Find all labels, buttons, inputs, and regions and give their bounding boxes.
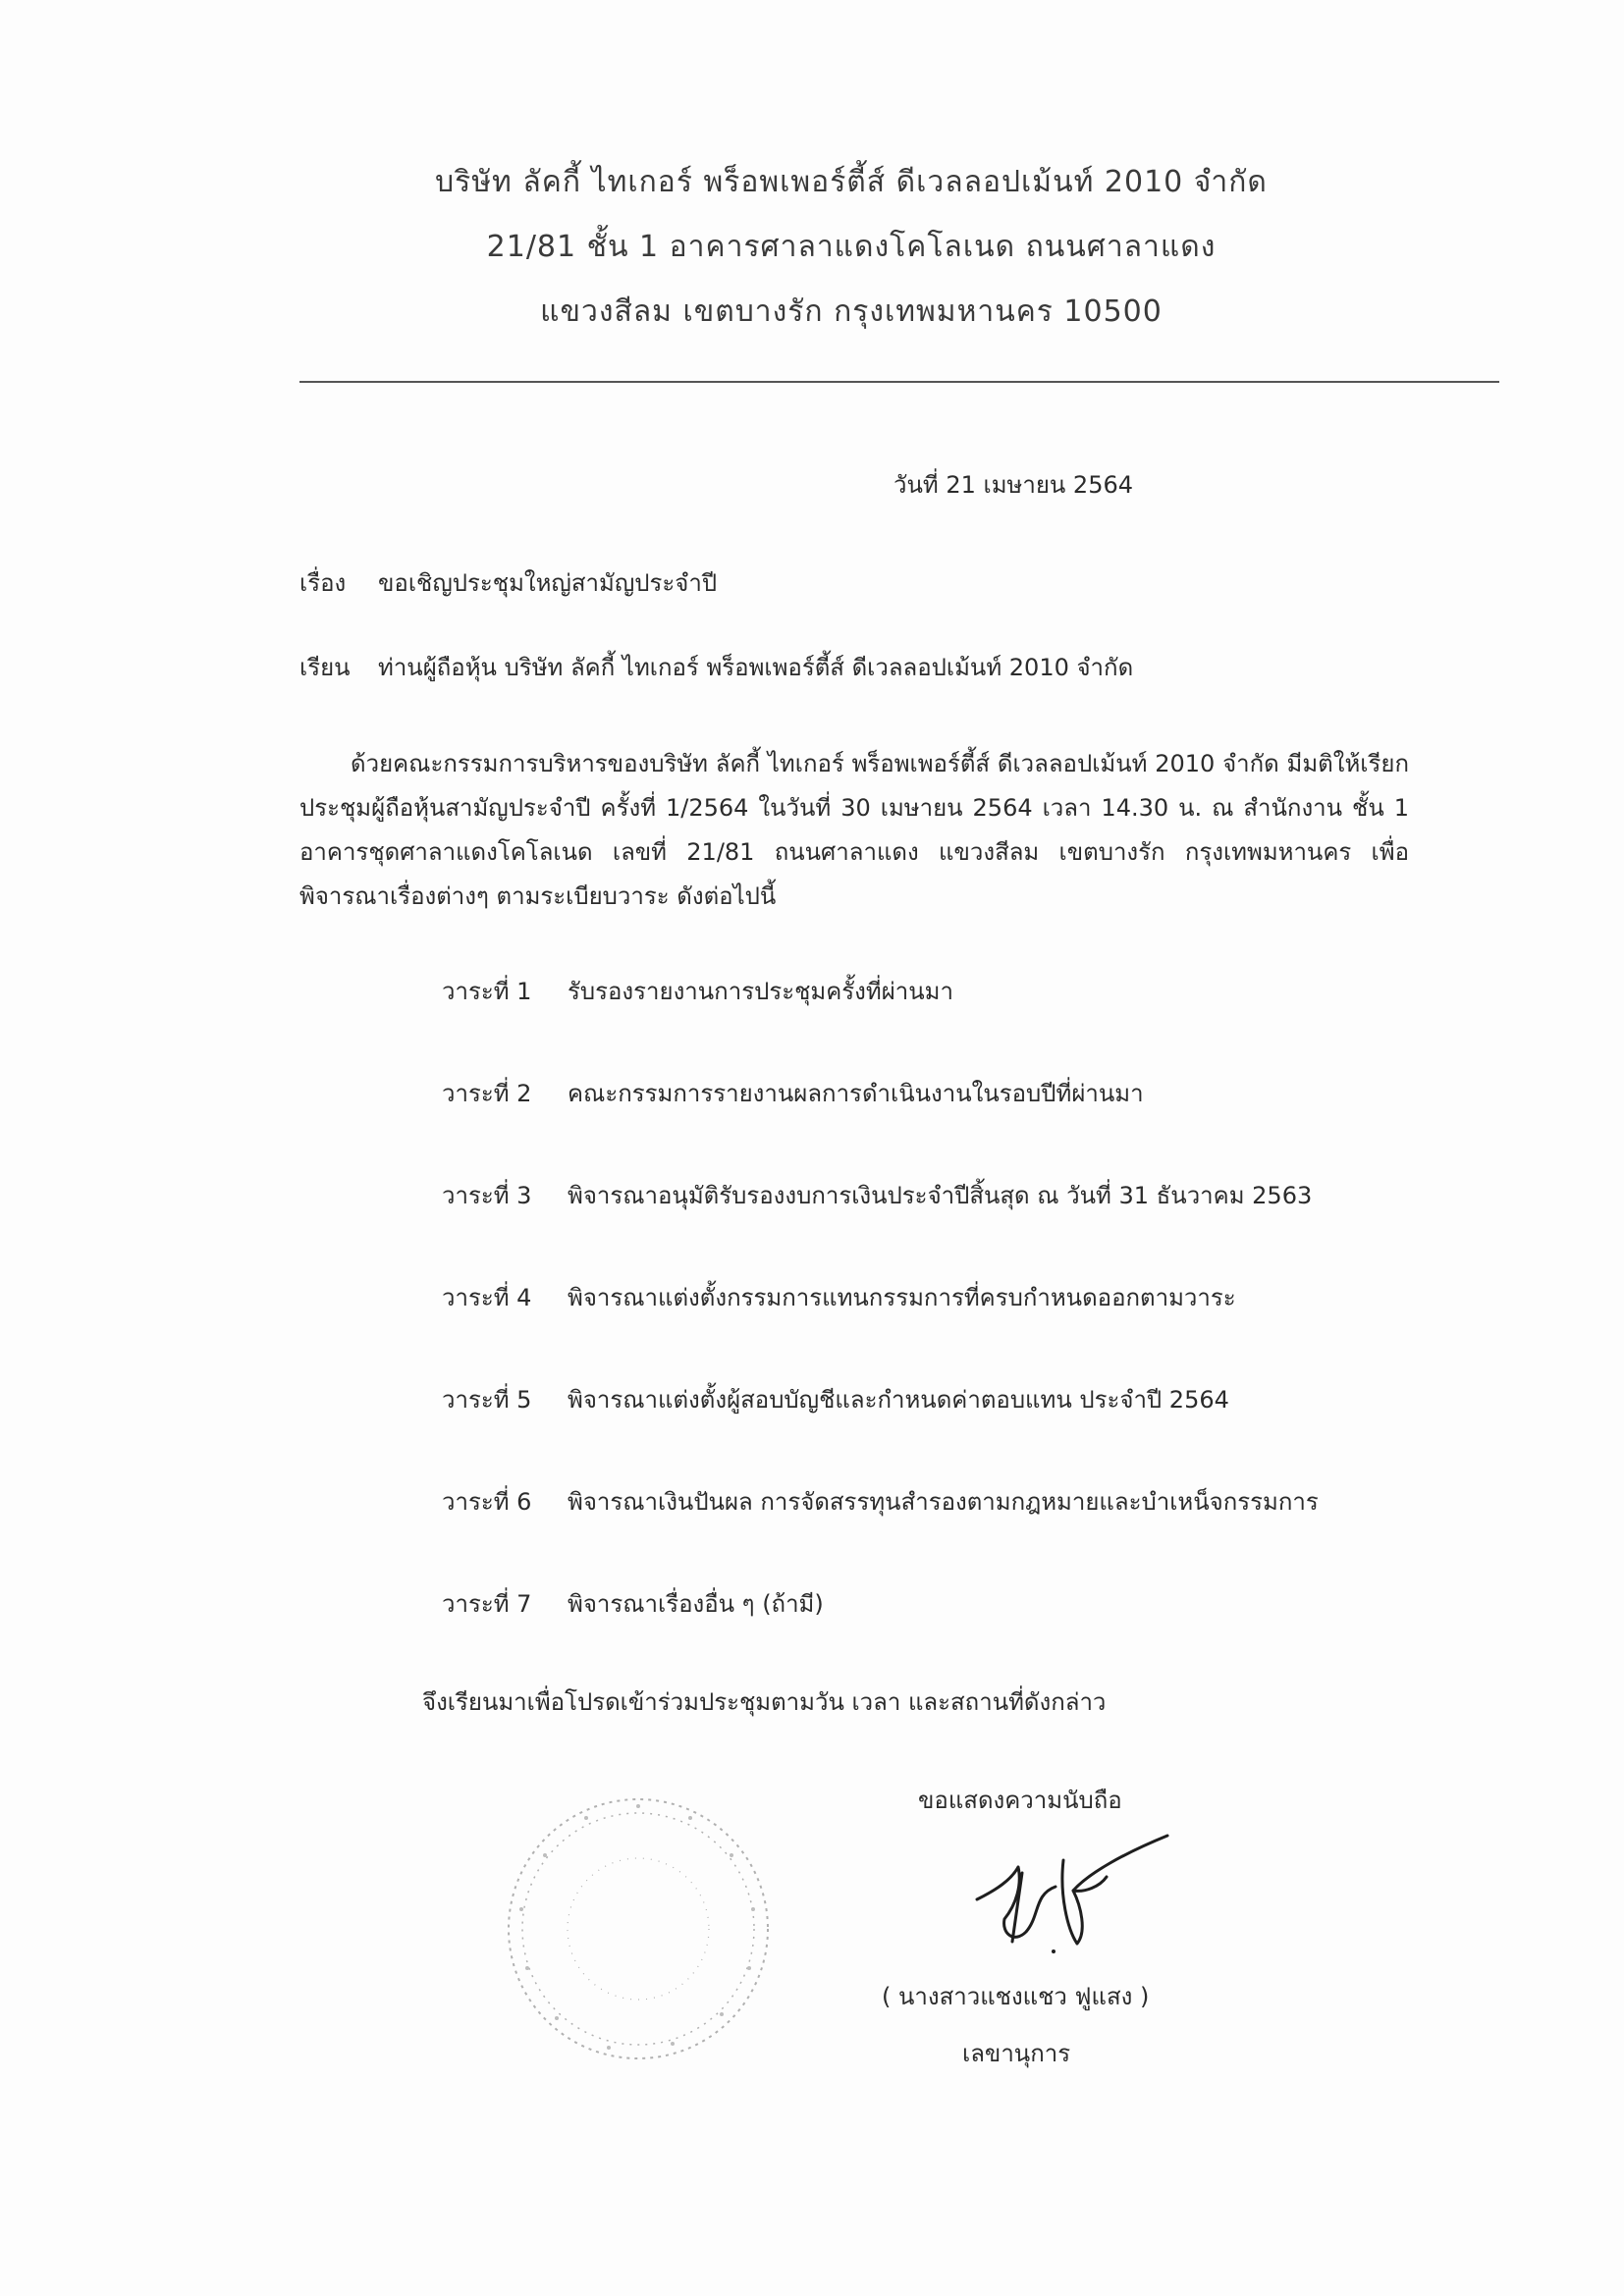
agenda-text: พิจารณาอนุมัติรับรองงบการเงินประจำปีสิ้นสุด ณ วันที่ 31 ธันวาคม 2563 [568,1182,1313,1209]
agenda-number: วาระที่ 1 [442,978,532,1005]
agenda-number: วาระที่ 7 [442,1590,532,1618]
agenda-number: วาระที่ 5 [442,1386,532,1414]
agenda-number: วาระที่ 3 [442,1182,532,1209]
signer-title: เลขานุการ [962,2040,1071,2067]
agenda-item [442,1278,1473,1380]
agenda-text: รับรองรายงานการประชุมครั้งที่ผ่านมา [568,978,953,1005]
agenda-item [442,1584,1473,1686]
company-seal-stamp [496,1787,781,2071]
subject-text: ขอเชิญประชุมใหญ่สามัญประจำปี [378,569,718,597]
agenda-text: พิจารณาแต่งตั้งกรรมการแทนกรรมการที่ครบกำหนดออกตามวาระ [568,1284,1236,1311]
letterhead-address-line2: แขวงสีลม เขตบางรัก กรุงเทพมหานคร 10500 [540,294,1163,329]
signer-name: ( นางสาวแชงแชว ฟูแสง ) [882,1983,1150,2010]
recipient-row [299,648,1133,686]
agenda-number: วาระที่ 4 [442,1284,532,1311]
letterhead-company: บริษัท ลัคกี้ ไทเกอร์ พร็อพเพอร์ตี้ส์ ดีเวลลอปเม้นท์ 2010 จำกัด [435,165,1268,199]
letter-date: วันที่ 21 เมษายน 2564 [893,471,1133,499]
handwritten-signature [957,1826,1173,1973]
agenda-list [442,972,1473,1686]
agenda-item [442,972,1473,1074]
subject-label: เรื่อง [299,569,347,597]
agenda-text: พิจารณาเงินปันผล การจัดสรรทุนสำรองตามกฎหมายและบำเหน็จกรรมการ [568,1488,1319,1516]
agenda-item [442,1482,1473,1584]
recipient-label: เรียน [299,654,351,681]
letterhead-address-line1: 21/81 ชั้น 1 อาคารศาลาแดงโคโลเนด ถนนศาลาแดง [486,230,1217,264]
agenda-item [442,1176,1473,1278]
agenda-number: วาระที่ 6 [442,1488,532,1516]
agenda-number: วาระที่ 2 [442,1080,532,1107]
agenda-text: คณะกรรมการรายงานผลการดำเนินงานในรอบปีที่ผ่านมา [568,1080,1144,1107]
letterhead-divider [299,381,1499,383]
subject-row [299,563,717,602]
closing-line: จึงเรียนมาเพื่อโปรดเข้าร่วมประชุมตามวัน เวลา และสถานที่ดังกล่าว [422,1688,1107,1716]
recipient-text: ท่านผู้ถือหุ้น บริษัท ลัคกี้ ไทเกอร์ พร็อพเพอร์ตี้ส์ ดีเวลลอปเม้นท์ 2010 จำกัด [378,654,1134,681]
regards-text: ขอแสดงความนับถือ [918,1787,1122,1814]
agenda-item [442,1380,1473,1482]
agenda-text: พิจารณาเรื่องอื่น ๆ (ถ้ามี) [568,1590,824,1618]
body-paragraph: ด้วยคณะกรรมการบริหารของบริษัท ลัคกี้ ไทเกอร์ พร็อพเพอร์ตี้ส์ ดีเวลลอปเม้นท์ 2010 จำกัด มีมติให้เรียกประชุมผู้ถือหุ้นสามัญประจำปี ครั้งที่ 1/2564 ในวันที่ 30 เมษายน 2564 เวลา 14.30 น. ณ สำนักงาน ชั้น 1 อาคารชุดศาลาแดงโคโลเนด เลขที่ 21/81 ถนนศาลาแดง แขวงสีลม เขตบางรัก กรุงเทพมหานคร เพื่อพิจารณาเรื่องต่างๆ ตามระเบียบวาระ ดังต่อไปนี้ [299,750,1409,910]
agenda-text: พิจารณาแต่งตั้งผู้สอบบัญชีและกำหนดค่าตอบแทน ประจำปี 2564 [568,1386,1229,1414]
agenda-item [442,1074,1473,1176]
